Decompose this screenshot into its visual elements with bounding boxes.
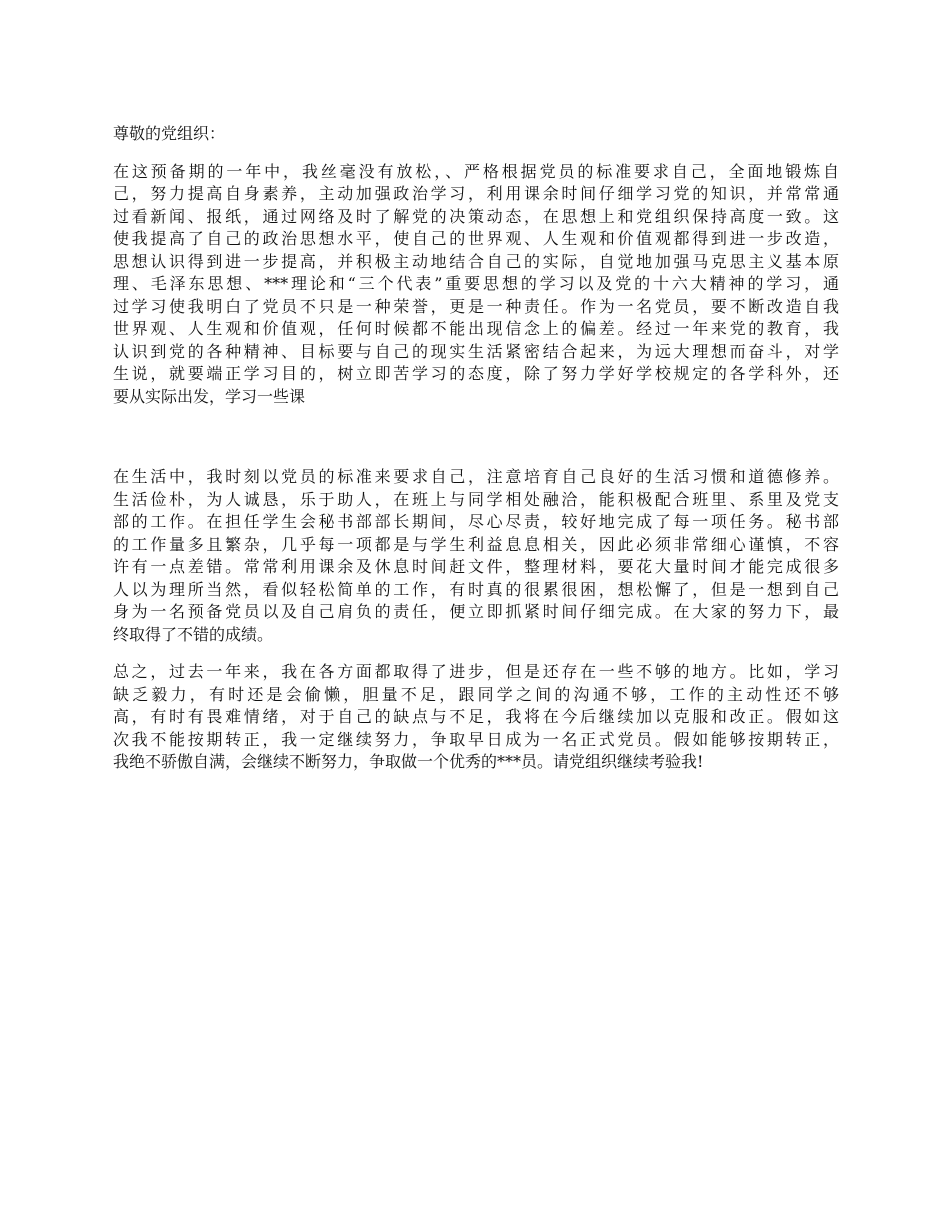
paragraph-summary bbox=[113, 661, 839, 774]
text-line: 认识到党的各种精神、目标要与自己的现实生活紧密结合起来，为远大理想而奋斗，对学 bbox=[113, 341, 839, 361]
text-line: 许有一点差错。常常利用课余及休息时间赶文件，整理材料，要花大量时间才能完成很多 bbox=[113, 557, 839, 576]
text-line: 人以为理所当然，看似轻松简单的工作，有时真的很累很困，想松懈了，但是一想到自己 bbox=[113, 579, 839, 599]
text-line: 理、毛泽东思想、***理论和“三个代表”重要思想的学习以及党的十六大精神的学习，通 bbox=[113, 274, 839, 293]
text-line: 身为一名预备党员以及自己肩负的责任，便立即抓紧时间仔细完成。在大家的努力下，最 bbox=[113, 602, 839, 621]
text-line: 高，有时有畏难情绪，对于自己的缺点与不足，我将在今后继续加以克服和改正。假如这 bbox=[113, 707, 839, 726]
text-line: 过学习使我明白了党员不只是一种荣誉，更是一种责任。作为一名党员，要不断改造自我 bbox=[113, 296, 839, 316]
document-page bbox=[113, 123, 839, 774]
text-line: 世界观、人生观和价值观，任何时候都不能出现信念上的偏差。经过一年来党的教育，我 bbox=[113, 319, 839, 338]
text-line: 己，努力提高自身素养，主动加强政治学习，利用课余时间仔细学习党的知识，并常常通 bbox=[113, 184, 839, 203]
text-line: 总之，过去一年来，我在各方面都取得了进步，但是还存在一些不够的地方。比如，学习 bbox=[113, 662, 839, 681]
text-line: 生说，就要端正学习目的，树立即苦学习的态度，除了努力学好学校规定的各学科外，还 bbox=[113, 364, 839, 383]
paragraph-life bbox=[113, 466, 839, 646]
text-line: 在生活中，我时刻以党员的标准来要求自己，注意培育自己良好的生活习惯和道德修养。 bbox=[113, 467, 839, 486]
text-line: 生活俭朴，为人诚恳，乐于助人，在班上与同学相处融洽，能积极配合班里、系里及党支 bbox=[113, 489, 839, 509]
text-line: 使我提高了自己的政治思想水平，使自己的世界观、人生观和价值观都得到进一步改造， bbox=[113, 229, 839, 248]
text-line: 要从实际出发，学习一些课 bbox=[113, 386, 306, 406]
text-line: 的工作量多且繁杂，几乎每一项都是与学生利益息息相关，因此必须非常细心谨慎，不容 bbox=[113, 534, 839, 554]
text-line: 我绝不骄傲自满，会继续不断努力，争取做一个优秀的***员。请党组织继续考验我! bbox=[113, 752, 704, 771]
paragraph-study bbox=[113, 161, 839, 409]
text-line: 次我不能按期转正，我一定继续努力，争取早日成为一名正式党员。假如能够按期转正， bbox=[113, 729, 839, 749]
salutation: 尊敬的党组织： bbox=[113, 124, 226, 143]
text-line: 缺乏毅力，有时还是会偷懒，胆量不足，跟同学之间的沟通不够，工作的主动性还不够 bbox=[113, 684, 839, 704]
text-line: 终取得了不错的成绩。 bbox=[113, 624, 274, 644]
text-line: 在这预备期的一年中，我丝毫没有放松，、严格根据党员的标准要求自己，全面地锻炼自 bbox=[113, 161, 839, 181]
text-line: 部的工作。在担任学生会秘书部部长期间，尽心尽责，较好地完成了每一项任务。秘书部 bbox=[113, 512, 839, 531]
text-line: 过看新闻、报纸，通过网络及时了解党的决策动态，在思想上和党组织保持高度一致。这 bbox=[113, 206, 839, 226]
text-line: 思想认识得到进一步提高，并积极主动地结合自己的实际，自觉地加强马克思主义基本原 bbox=[113, 251, 839, 271]
